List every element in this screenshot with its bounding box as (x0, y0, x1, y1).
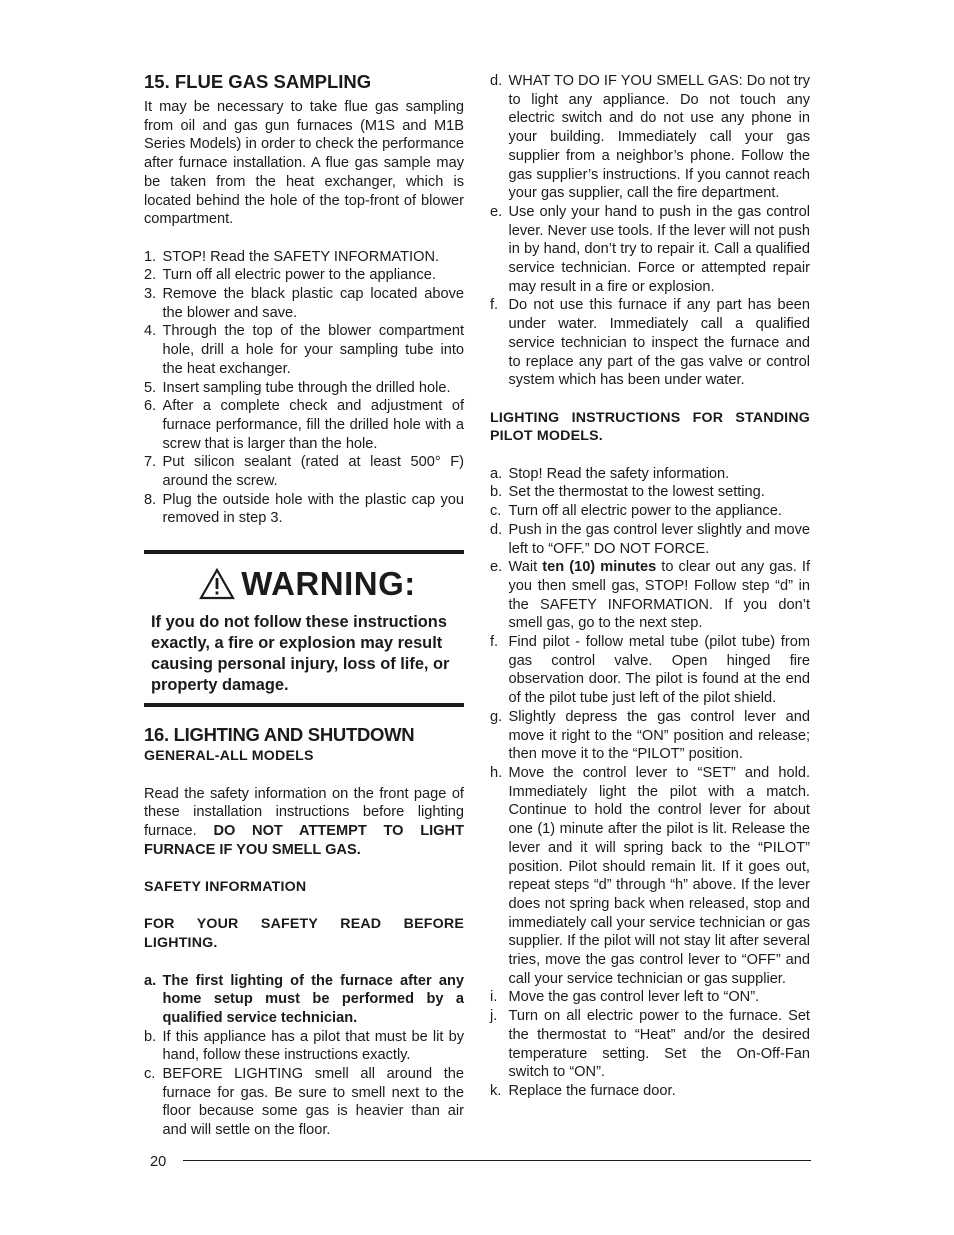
section-16-heading: 16. LIGHTING AND SHUTDOWN (144, 724, 415, 746)
list-item: a. Stop! Read the safety information. (490, 465, 730, 482)
section-16-intro: Read the safety information on the front page of these installation instructions before lighting furnace. DO NOT ATTEMPT TO LIGHT FURNACE IF YOU SMELL GAS. (144, 785, 464, 858)
list-item: f. Do not use this furnace if any part has been under water. Immediately call a qualified service technician to inspect the furnace and to replace any part of the gas valve or control system which has been under water. (490, 297, 810, 389)
list-item: a. The first lighting of the furnace after any home setup must be performed by a qualified service technician. (144, 972, 464, 1026)
warning-triangle-icon (199, 568, 235, 600)
page-number: 20 (150, 1154, 167, 1170)
general-models-subheading: GENERAL-ALL MODELS (144, 748, 314, 765)
list-item: k. Replace the furnace door. (490, 1082, 676, 1099)
list-item: f. Find pilot - follow metal tube (pilot tube) from gas control valve. Open hinged fire observation door. The pilot is found at the end of the pilot tube just left of the pilot shield. (490, 634, 810, 707)
list-item: 1. STOP! Read the SAFETY INFORMATION. (144, 248, 440, 265)
footer-divider (183, 1160, 811, 1161)
list-item: 6. After a complete check and adjustment of furnace performance, fill the drilled hole with a screw that is larger than the hole. (144, 398, 464, 452)
left-column (144, 70, 464, 1140)
list-item: c. BEFORE LIGHTING smell all around the furnace for gas. Be sure to smell next to the floor because some gas is heavier than air and will settle on the floor. (144, 1066, 464, 1139)
list-item: 8. Plug the outside hole with the plastic cap you removed in step 3. (144, 491, 464, 527)
warning-header (151, 564, 464, 604)
list-item: c. Turn off all electric power to the appliance. (490, 503, 782, 520)
safety-items-left (144, 972, 464, 1140)
list-item: e. Wait ten (10) minutes to clear out any gas. If you then smell gas, STOP! Follow step “d” in the SAFETY INFORMATION. If you don’t smell gas, go to the next step. (490, 559, 811, 632)
safety-items-right (490, 72, 810, 390)
list-item: d. WHAT TO DO IF YOU SMELL GAS: Do not try to light any appliance. Do not touch any electric switch and do not use any phone in your building. Immediately call your gas supplier from a neighbor’s phone. Follow the gas supplier’s instructions. If you cannot reach your gas supplier, call the fire department. (490, 73, 810, 202)
list-item: e. Use only your hand to push in the gas control lever. Never use tools. If the lever will not push in by hand, don’t try to repair it. Call a qualified service technician. Force or attempted repair may result in a fire or explosion. (490, 203, 810, 295)
warning-title: WARNING: (241, 565, 416, 603)
list-item: 7. Put silicon sealant (rated at least 500° F) around the screw. (144, 454, 464, 490)
list-item: 4. Through the top of the blower compartment hole, drill a hole for your sampling tube into the heat exchanger. (144, 323, 464, 377)
list-item: j. Turn on all electric power to the furnace. Set the thermostat to “Heat” and/or the desired temperature setting. Set the On-Off-Fan switch to “ON”. (490, 1008, 810, 1081)
right-column (490, 72, 810, 1101)
standing-pilot-steps (490, 465, 810, 1101)
list-item: i. Move the gas control lever left to “ON”. (490, 989, 760, 1006)
list-item: 2. Turn off all electric power to the appliance. (144, 267, 436, 284)
warning-text: If you do not follow these instructions exactly, a fire or explosion may result causing personal injury, loss of life, or property damage. (151, 613, 450, 695)
standing-pilot-heading: LIGHTING INSTRUCTIONS FOR STANDING PILOT MODELS. (490, 409, 810, 445)
section-15-intro: It may be necessary to take flue gas sampling from oil and gas gun furnaces (M1S and M1B Series Models) in order to check the performance after furnace installation. A flue gas sample may be taken from the heat exchanger, which is located behind the hole of the top-front of blower compartment. (144, 99, 464, 228)
list-item: 5. Insert sampling tube through the drilled hole. (144, 379, 451, 396)
list-item: d. Push in the gas control lever slightly and move left to “OFF.” DO NOT FORCE. (490, 521, 810, 557)
section-15-heading: 15. FLUE GAS SAMPLING (144, 71, 372, 92)
safety-read-heading: FOR YOUR SAFETY READ BEFORE LIGHTING. (144, 916, 464, 952)
list-item: g. Slightly depress the gas control lever and move it right to the “ON” position and release; then move it to the “PILOT” position. (490, 708, 810, 763)
list-item: b. Set the thermostat to the lowest setting. (490, 484, 765, 501)
safety-information-heading: SAFETY INFORMATION (144, 879, 307, 896)
warning-box (144, 550, 464, 707)
list-item: 3. Remove the black plastic cap located above the blower and save. (144, 286, 464, 321)
list-item: b. If this appliance has a pilot that must be lit by hand, follow these instructions exactly. (144, 1028, 464, 1064)
flue-gas-steps (144, 248, 464, 529)
list-item: h. Move the control lever to “SET” and hold. Immediately light the pilot with a match. Continue to hold the control lever for about one (1) minute after the pilot is lit. Release the lever and it will spring back to the “PILOT” position. Pilot should remain lit. If it goes out, repeat steps “d” through “h” above. If the lever does not spring back when released, stop and immediately call your service technician or gas supplier. If the pilot will not stay lit after several tries, move the gas control lever to “OFF” and call your service technician or gas supplier. (490, 764, 810, 987)
